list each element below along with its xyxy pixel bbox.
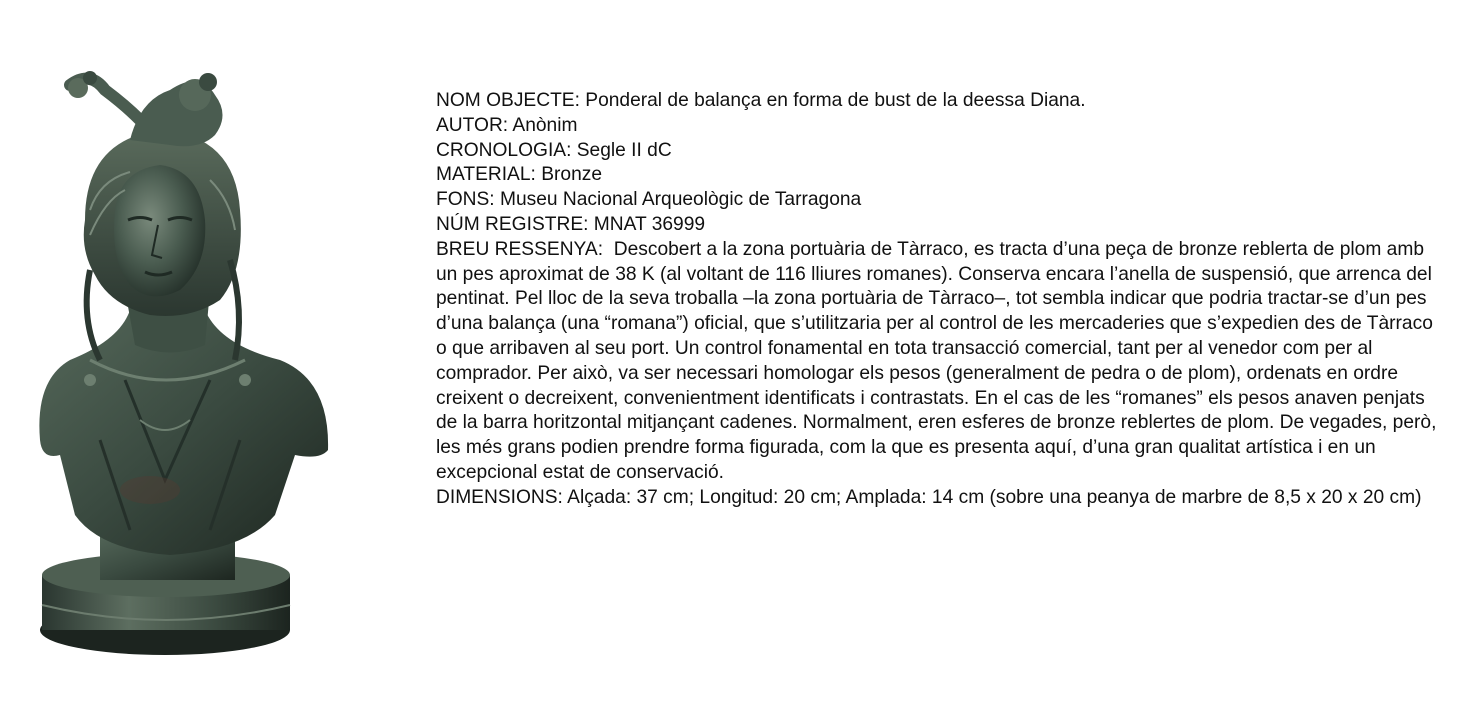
field-label: FONS: [436,189,495,211]
field-value: Descobert a la zona portuària de Tàrraco, es tracta d’una peça de bronze reblerta de plom amb un pes aproximat de 38 K (al voltant de 116 lliures romanes). Conserva encara l’anella de suspensió, que arrenca del pentinat. Pel lloc de la seva troballa –la zona portuària de Tàrraco–, tot sembla indicar que podria tractar-se d’un pes d’una balança (una “romana”) oficial, que s’utilitzaria per al control de les mercaderies que s’expedien des de Tàrraco o que arribaven al seu port. Un control fonamental en tota transacció comercial, tant per al venedor com per al comprador. Per això, va ser necessari homologar els pesos (generalment de pedra o de plom), ordenats en ordre creixent o decreixent, convenientment identificats i contrastats. En el cas de les “romanes” els pesos anaven penjats de la barra horitzontal mitjançant cadenes. Normalment, eren esferes de bronze reblertes de plom. De vegades, però, les més grans podien prendre forma figurada, com la que es presenta aquí, d’una gran qualitat artística i en un excepcional estat de conservació. [436,238,1437,483]
field-fons [436,188,1441,213]
field-label: NÚM REGISTRE: [436,213,589,235]
topknot-shape [68,71,223,146]
field-value: Ponderal de balança en forma de bust de la deessa Diana. [585,90,1086,111]
field-label: BREU RESSENYA: [436,238,604,260]
field-value: Bronze [541,164,603,186]
field-breu-ressenya [436,238,1441,486]
field-label: NOM OBJECTE: [436,90,580,111]
field-value: Segle II dC [576,139,672,161]
field-value: Museu Nacional Arqueològic de Tarragona [499,189,862,211]
field-label: CRONOLOGIA: [436,139,572,161]
field-label: MATERIAL: [436,164,536,186]
bronze-bust-image [30,60,340,660]
field-num-registre [436,213,1441,238]
field-material [436,163,1441,188]
field-label: AUTOR: [436,114,509,136]
field-dimensions [436,486,1441,511]
catalogue-record [436,89,1441,511]
field-value: Anònim [512,114,578,136]
field-cronologia [436,139,1441,164]
field-label: DIMENSIONS: [436,486,563,508]
field-nom-objecte [436,89,1441,114]
field-value: Alçada: 37 cm; Longitud: 20 cm; Amplada: 14 cm (sobre una peanya de marbre de 8,5 x 20 x 20 cm) [567,486,1422,508]
field-autor [436,114,1441,139]
field-value: MNAT 36999 [593,213,706,235]
